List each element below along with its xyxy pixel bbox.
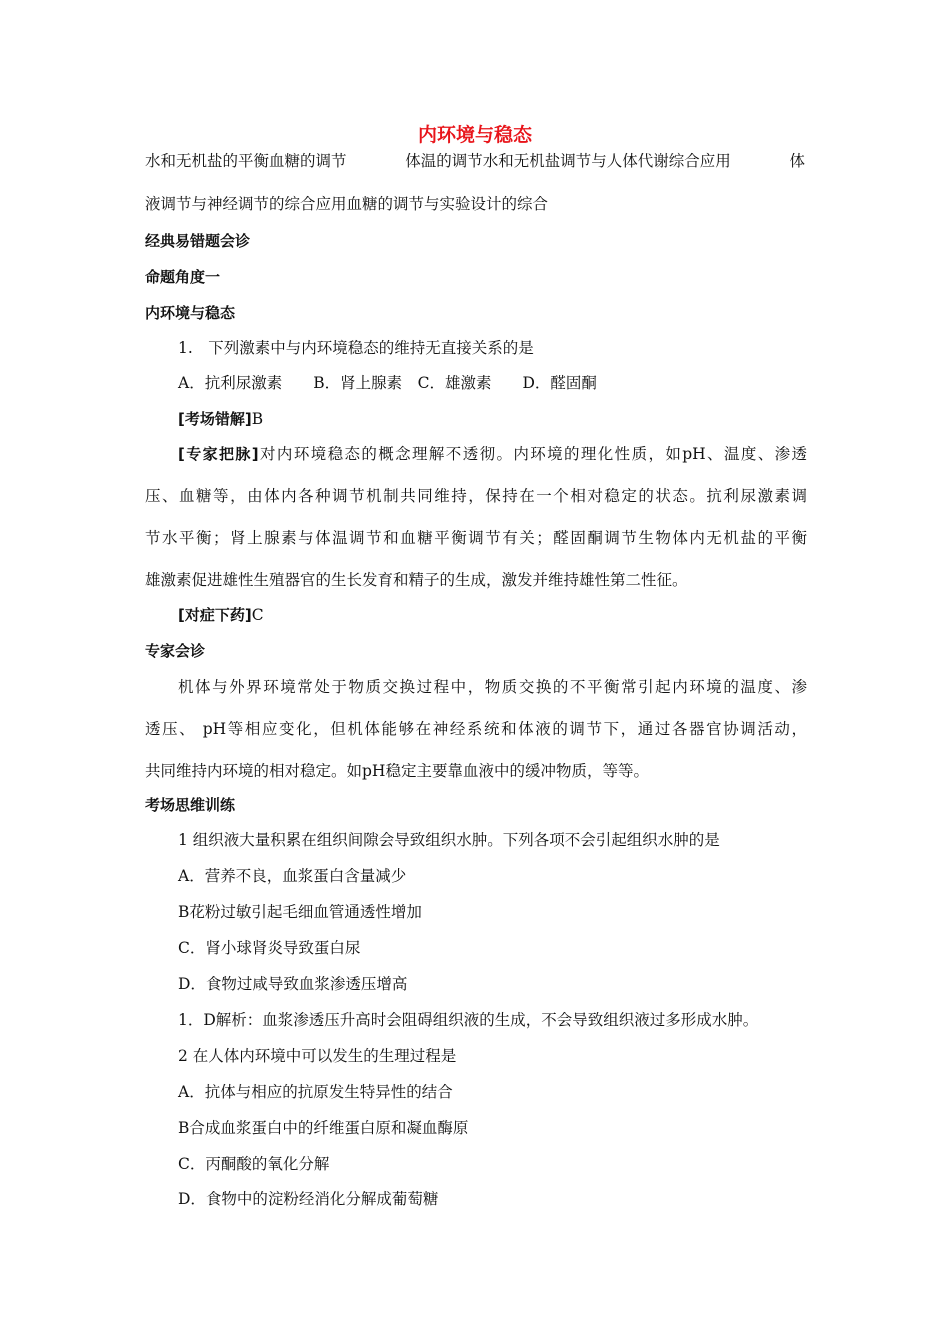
training-1-option-b: B花粉过敏引起毛细血管通透性增加 — [178, 903, 422, 921]
training-1-option-a: A．营养不良，血浆蛋白含量减少 — [178, 867, 407, 885]
heading-expert-consult: 专家会诊 — [145, 642, 206, 660]
training-2-option-b: B合成血浆蛋白中的纤维蛋白原和凝血酶原 — [178, 1119, 469, 1137]
expert-analysis-line-1: [专家把脉]对内环境稳态的概念理解不透彻。内环境的理化性质，如pH、温度、渗透 — [178, 445, 807, 463]
intro-segment-3: 体 — [789, 152, 805, 170]
training-2-option-d: D．食物中的淀粉经消化分解成葡萄糖 — [178, 1190, 439, 1208]
consult-line-3: 共同维持内环境的相对稳定。如pH稳定主要靠血液中的缓冲物质，等等。 — [145, 762, 649, 780]
consult-paragraph — [145, 675, 807, 783]
remedy-value: C — [251, 606, 264, 624]
heading-topic: 内环境与稳态 — [145, 304, 236, 322]
remedy-row — [178, 603, 264, 627]
intro-line-2: 液调节与神经调节的综合应用血糖的调节与实验设计的综合 — [145, 195, 549, 213]
wrong-answer-row — [178, 407, 263, 431]
intro-line-1 — [145, 149, 805, 173]
wrong-answer-label: [考场错解] — [178, 410, 252, 428]
training-1-stem: 1 组织液大量积累在组织间隙会导致组织水肿。下列各项不会引起组织水肿的是 — [178, 831, 720, 849]
heading-training: 考场思维训练 — [145, 796, 236, 814]
training-2-stem: 2 在人体内环境中可以发生的生理过程是 — [178, 1047, 457, 1065]
training-1-option-c: C．肾小球肾炎导致蛋白尿 — [178, 939, 361, 957]
intro-segment-1: 水和无机盐的平衡血糖的调节 — [145, 152, 347, 170]
document-title: 内环境与稳态 — [417, 124, 532, 146]
training-2-option-c: C．丙酮酸的氧化分解 — [178, 1155, 330, 1173]
intro-segment-2: 体温的调节水和无机盐调节与人体代谢综合应用 — [405, 152, 731, 170]
wrong-answer-value: B — [251, 410, 264, 428]
expert-analysis-label: [专家把脉] — [178, 445, 259, 463]
question-1-stem: 1. 下列激素中与内环境稳态的维持无直接关系的是 — [178, 339, 534, 357]
question-1-options: A．抗利尿激素 B．肾上腺素 C．雄激素 D．醛固酮 — [178, 374, 597, 392]
training-2-option-a: A．抗体与相应的抗原发生特异性的结合 — [178, 1083, 453, 1101]
consult-line-1: 机体与外界环境常处于物质交换过程中，物质交换的不平衡常引起内环境的温度、渗 — [178, 678, 807, 696]
training-1-answer: 1．D解析：血浆渗透压升高时会阻碍组织液的生成，不会导致组织液过多形成水肿。 — [178, 1011, 759, 1029]
expert-analysis-line-2: 压、血糖等，由体内各种调节机制共同维持，保持在一个相对稳定的状态。抗利尿激素调 — [145, 487, 807, 505]
remedy-label: [对症下药] — [178, 606, 252, 624]
training-1-option-d: D．食物过咸导致血浆渗透压增高 — [178, 975, 408, 993]
consult-line-2: 透压、 pH等相应变化，但机体能够在神经系统和体液的调节下，通过各器官协调活动， — [145, 720, 807, 738]
heading-classic: 经典易错题会诊 — [145, 232, 251, 250]
expert-analysis-line-4: 雄激素促进雄性生殖器官的生长发育和精子的生成，激发并维持雄性第二性征。 — [145, 571, 688, 589]
heading-angle: 命题角度一 — [145, 268, 221, 286]
expert-analysis — [145, 442, 807, 592]
expert-analysis-line-3: 节水平衡；肾上腺素与体温调节和血糖平衡调节有关；醛固酮调节生物体内无机盐的平衡 — [145, 529, 807, 547]
